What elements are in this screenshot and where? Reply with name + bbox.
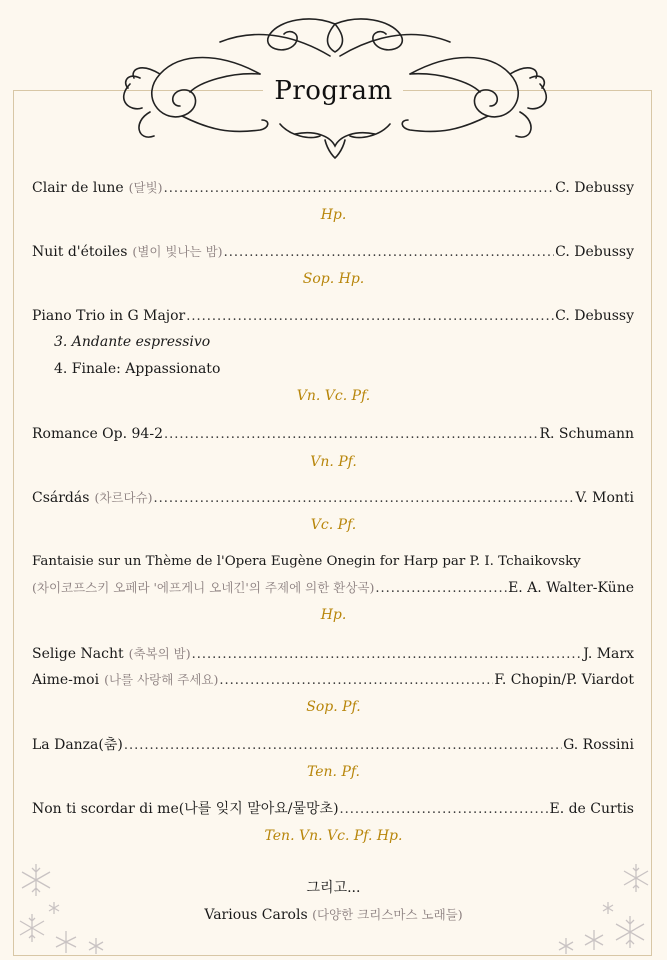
composer: F. Chopin/P. Viardot — [494, 672, 634, 688]
piece-korean: (축복의 밤) — [128, 646, 191, 661]
piece-title: Clair de lune — [32, 180, 124, 196]
piece-korean: (별이 빛나는 밤) — [132, 244, 223, 259]
program-item — [32, 670, 634, 691]
program-item — [32, 578, 634, 599]
dot-leader — [219, 671, 493, 691]
program-item — [32, 799, 634, 820]
program-item — [32, 306, 634, 327]
piece-title: Fantaisie sur un Thème de l'Opera Eugène Onegin for Harp par P. I. Tchaikovsky — [32, 554, 581, 569]
instrumentation: Hp. — [320, 607, 347, 623]
dot-leader — [192, 645, 583, 665]
piece-title: Romance Op. 94-2 — [32, 426, 163, 442]
piece-title: La Danza(춤) — [32, 737, 123, 753]
dot-leader — [154, 489, 575, 509]
dot-leader — [124, 736, 562, 756]
instrumentation: Ten. Vn. Vc. Pf. Hp. — [264, 828, 403, 844]
composer: E. de Curtis — [549, 801, 634, 817]
composer: C. Debussy — [555, 244, 634, 260]
dot-leader — [164, 425, 538, 445]
composer: R. Schumann — [539, 426, 634, 442]
instrumentation: Ten. Pf. — [306, 764, 360, 780]
instrumentation: Sop. Pf. — [306, 699, 361, 715]
program-item — [32, 488, 634, 509]
footer-and: 그리고... — [306, 880, 361, 896]
instrumentation: Vn. Vc. Pf. — [296, 388, 371, 404]
program-item — [32, 735, 634, 756]
program-item — [32, 424, 634, 445]
composer: E. A. Walter-Küne — [508, 580, 634, 596]
piece-korean: (차이코프스키 오페라 '에프게니 오네긴'의 주제에 의한 환상곡) — [32, 580, 375, 595]
instrumentation: Vn. Pf. — [310, 454, 357, 470]
piece-title: Selige Nacht — [32, 646, 124, 662]
dot-leader — [340, 800, 549, 820]
composer: J. Marx — [583, 646, 634, 662]
composer: V. Monti — [575, 490, 634, 506]
piece-title: Piano Trio in G Major — [32, 308, 186, 324]
composer: G. Rossini — [563, 737, 634, 753]
carols-korean: (다양한 크리스마스 노래들) — [312, 907, 463, 922]
dot-leader — [164, 179, 555, 199]
dot-leader — [375, 579, 507, 599]
dot-leader — [224, 243, 555, 263]
movement: 3. Andante espressivo — [54, 334, 211, 350]
piece-title: Non ti scordar di me(나를 잊지 말아요/물망초) — [32, 801, 339, 817]
instrumentation: Sop. Hp. — [302, 271, 365, 287]
piece-title: Csárdás — [32, 490, 90, 506]
snowflake-icon — [550, 850, 654, 956]
snowflake-icon — [14, 850, 124, 956]
carols-title: Various Carols — [204, 907, 308, 923]
composer: C. Debussy — [555, 180, 634, 196]
piece-title: Aime-moi — [32, 672, 100, 688]
dot-leader — [186, 307, 554, 327]
program-item — [32, 644, 634, 665]
piece-korean: (달빛) — [128, 180, 163, 195]
piece-korean: (차르다슈) — [94, 490, 153, 505]
page-title: Program — [274, 76, 393, 106]
instrumentation: Hp. — [320, 207, 347, 223]
instrumentation: Vc. Pf. — [310, 517, 357, 533]
composer: C. Debussy — [555, 308, 634, 324]
movement: 4. Finale: Appassionato — [54, 361, 221, 377]
piece-korean: (나를 사랑해 주세요) — [104, 672, 219, 687]
piece-title: Nuit d'étoiles — [32, 244, 128, 260]
program-item — [32, 178, 634, 199]
program-item — [32, 242, 634, 263]
